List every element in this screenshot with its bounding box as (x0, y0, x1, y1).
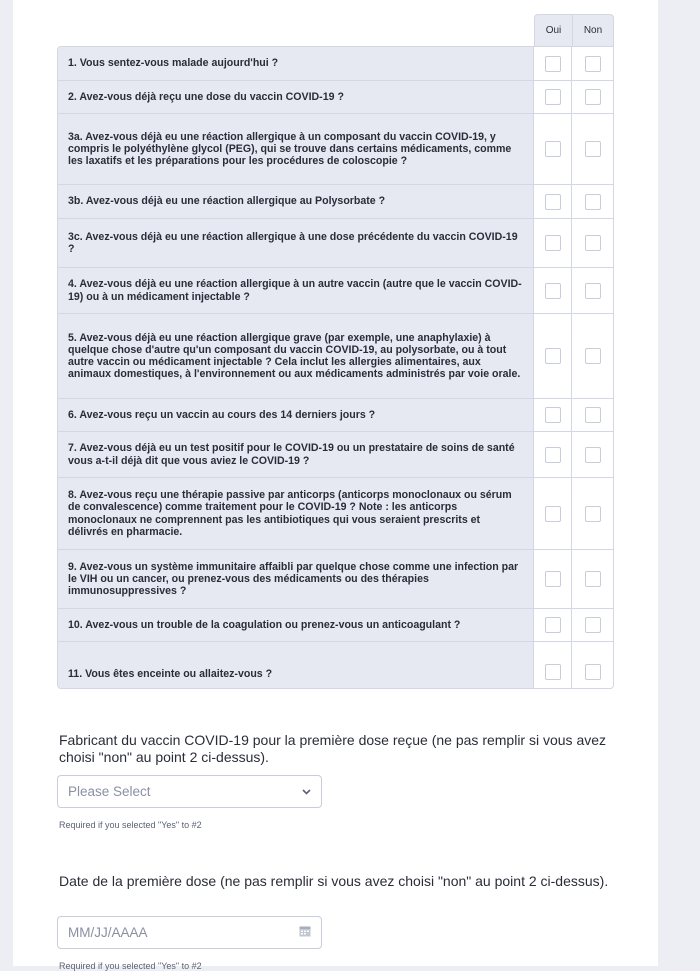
matrix-row (58, 268, 613, 314)
question-label: 2. Avez-vous déjà reçu une dose du vaccin COVID-19 ? (58, 81, 534, 113)
non-cell (572, 81, 613, 113)
checkbox-oui[interactable] (545, 89, 561, 105)
question-label: 1. Vous sentez-vous malade aujourd'hui ? (58, 47, 534, 80)
oui-cell (534, 432, 572, 477)
checkbox-non[interactable] (585, 89, 601, 105)
checkbox-non[interactable] (585, 194, 601, 210)
oui-cell (534, 47, 572, 80)
matrix-row (58, 399, 613, 432)
non-cell (572, 432, 613, 477)
question-label: 10. Avez-vous un trouble de la coagulation ou prenez-vous un anticoagulant ? (58, 609, 534, 641)
non-cell (572, 314, 613, 398)
checkbox-oui[interactable] (545, 56, 561, 72)
oui-cell (534, 642, 572, 688)
question-label: 7. Avez-vous déjà eu un test positif pour le COVID-19 ou un prestataire de soins de santé vous a-t-il déjà dit que vous aviez le COVID-19 ? (58, 432, 534, 477)
checkbox-non[interactable] (585, 617, 601, 633)
checkbox-oui[interactable] (545, 506, 561, 522)
non-cell (572, 399, 613, 431)
first-dose-date-label: Date de la première dose (ne pas remplir si vous avez choisi "non" au point 2 ci-dessus). (59, 873, 609, 889)
manufacturer-select[interactable] (57, 775, 322, 808)
checkbox-non[interactable] (585, 571, 601, 587)
oui-cell (534, 314, 572, 398)
manufacturer-hint: Required if you selected "Yes" to #2 (59, 820, 202, 830)
checkbox-non[interactable] (585, 407, 601, 423)
question-label: 3b. Avez-vous déjà eu une réaction allergique au Polysorbate ? (58, 185, 534, 218)
checkbox-oui[interactable] (545, 348, 561, 364)
question-label: 4. Avez-vous déjà eu une réaction allergique à un autre vaccin (autre que le vaccin COVID-19) ou à un médicament injectable ? (58, 268, 534, 313)
checkbox-non[interactable] (585, 664, 601, 680)
checkbox-oui[interactable] (545, 283, 561, 299)
oui-cell (534, 399, 572, 431)
question-label: 6. Avez-vous reçu un vaccin au cours des 14 derniers jours ? (58, 399, 534, 431)
oui-cell (534, 550, 572, 608)
matrix-row (58, 432, 613, 478)
checkbox-non[interactable] (585, 141, 601, 157)
matrix-row (58, 609, 613, 642)
matrix-row (58, 114, 613, 185)
chevron-down-icon (301, 787, 311, 797)
oui-cell (534, 478, 572, 549)
calendar-icon[interactable] (299, 925, 311, 940)
matrix-row (58, 219, 613, 268)
matrix-row (58, 81, 613, 114)
checkbox-oui[interactable] (545, 235, 561, 251)
checkbox-non[interactable] (585, 348, 601, 364)
non-cell (572, 219, 613, 267)
first-dose-date-hint: Required if you selected "Yes" to #2 (59, 961, 202, 971)
non-cell (572, 609, 613, 641)
question-label: 3c. Avez-vous déjà eu une réaction allergique à une dose précédente du vaccin COVID-19 ? (58, 219, 534, 267)
oui-cell (534, 609, 572, 641)
checkbox-non[interactable] (585, 235, 601, 251)
matrix-row (58, 47, 613, 81)
manufacturer-select-value: Please Select (68, 784, 151, 799)
first-dose-date-input[interactable] (57, 916, 322, 949)
checkbox-non[interactable] (585, 506, 601, 522)
matrix-body (57, 46, 614, 689)
oui-cell (534, 185, 572, 218)
matrix-row (58, 550, 613, 609)
checkbox-non[interactable] (585, 283, 601, 299)
question-label: 5. Avez-vous déjà eu une réaction allergique grave (par exemple, une anaphylaxie) à quelque chose d'autre qu'un composant du vaccin COVID-19, au polysorbate, ou à tout autre vaccin ou médicament injectable ? Cela inclut les allergies alimentaires, aux animaux domestiques, à l'environnement ou aux médicaments administrés par voie orale. (58, 314, 534, 398)
non-cell (572, 114, 613, 184)
matrix-row (58, 478, 613, 550)
checkbox-oui[interactable] (545, 447, 561, 463)
checkbox-oui[interactable] (545, 141, 561, 157)
oui-cell (534, 114, 572, 184)
question-label: 11. Vous êtes enceinte ou allaitez-vous ? (58, 642, 534, 688)
checkbox-non[interactable] (585, 447, 601, 463)
oui-cell (534, 268, 572, 313)
checkbox-oui[interactable] (545, 617, 561, 633)
column-header-oui: Oui (535, 15, 573, 46)
checkbox-oui[interactable] (545, 407, 561, 423)
oui-cell (534, 81, 572, 113)
non-cell (572, 268, 613, 313)
question-label: 8. Avez-vous reçu une thérapie passive par anticorps (anticorps monoclonaux ou sérum de convalescence) comme traitement pour le COVID-19 ? Note : les anticorps monoclonaux ne comprennent pas les antibiotiques qui vous seraient prescrits et délivrés en pharmacie. (58, 478, 534, 549)
column-header-non: Non (583, 25, 603, 36)
oui-cell (534, 219, 572, 267)
non-cell (572, 642, 613, 688)
first-dose-date-placeholder: MM/JJ/AAAA (68, 925, 148, 940)
checkbox-oui[interactable] (545, 571, 561, 587)
question-label: 3a. Avez-vous déjà eu une réaction allergique à un composant du vaccin COVID-19, y compris le polyéthylène glycol (PEG), qui se trouve dans certains médicaments, comme les laxatifs et les préparations pour les procédures de coloscopie ? (58, 114, 534, 184)
non-cell (572, 185, 613, 218)
matrix-row (58, 185, 613, 219)
matrix-row (58, 314, 613, 399)
matrix-header (534, 14, 614, 46)
non-cell (572, 47, 613, 80)
checkbox-oui[interactable] (545, 664, 561, 680)
question-label: 9. Avez-vous un système immunitaire affaibli par quelque chose comme une infection par le VIH ou un cancer, ou prenez-vous des médicaments ou des thérapies immunosuppressives ? (58, 550, 534, 608)
checkbox-non[interactable] (585, 56, 601, 72)
matrix-row (58, 642, 613, 688)
non-cell (572, 550, 613, 608)
checkbox-oui[interactable] (545, 194, 561, 210)
non-cell (572, 478, 613, 549)
manufacturer-label: Fabricant du vaccin COVID-19 pour la première dose reçue (ne pas remplir si vous avez choisi "non" au point 2 ci-dessus). (59, 732, 607, 765)
